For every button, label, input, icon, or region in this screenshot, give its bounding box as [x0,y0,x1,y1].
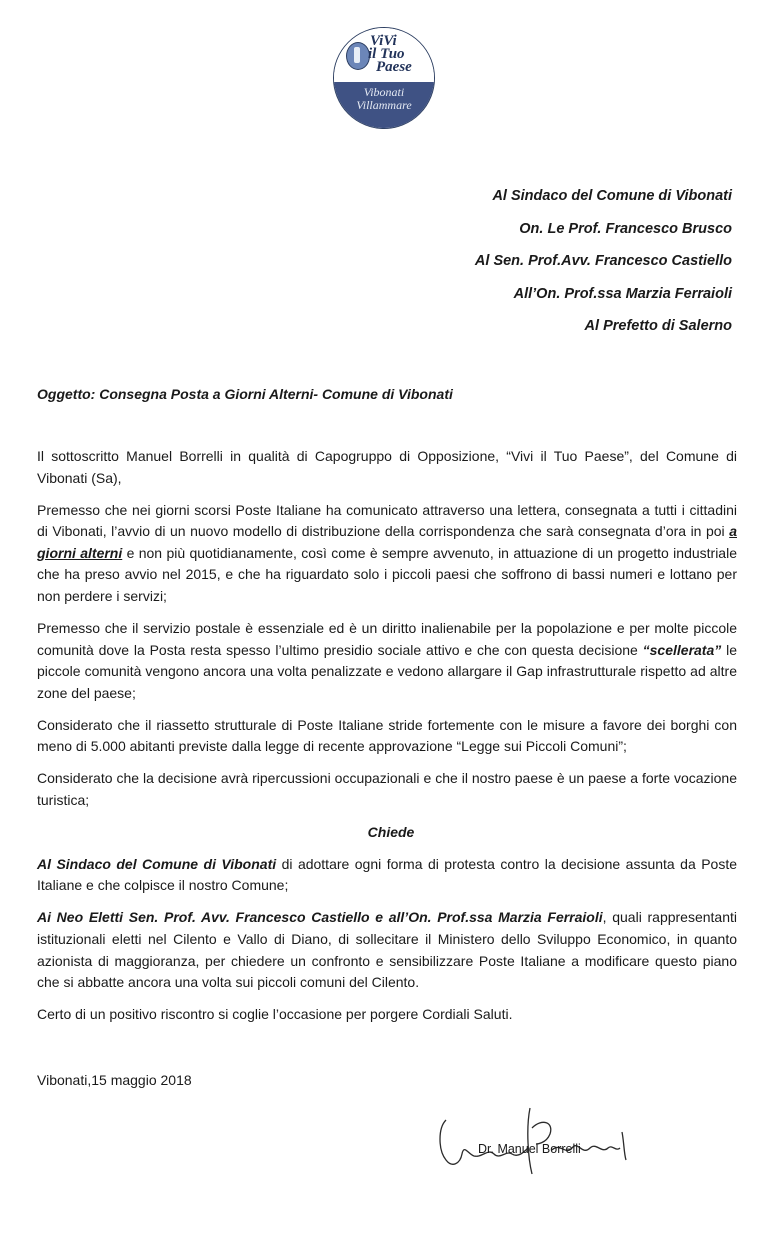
paragraph-text: Premesso che il servizio postale è essenziale ed è un diritto inalienabile per la popolazione e per molte piccole comunità dove la Posta resta spesso l’ultimo presidio sociale attivo e che con questa decisione [37,619,737,658]
paragraph-premesso-1 [37,500,737,608]
recipient-line: All’On. Prof.ssa Marzia Ferraioli [513,285,732,302]
letter-date: Vibonati,15 maggio 2018 [37,1072,192,1088]
party-logo [333,27,435,129]
paragraph-request-mayor [37,854,737,897]
paragraph-text: le piccole comunità vengono ancora una volta penalizzate e vedono allargare il Gap infrastrutturale rispetto ad altre zone del paese; [37,641,737,701]
signer-name: Dr. Manuel Borrelli [478,1142,581,1156]
section-heading-chiede: Chiede [367,823,415,840]
logo-text-line1: ViVi [370,33,397,49]
lighthouse-icon [346,42,370,70]
paragraph-considerato-1: Considerato che il riassetto strutturale di Poste Italiane stride fortemente con le misure a favore dei borghi con meno di 5.000 abitanti previste dalla legge di recente approvazione “Legge sui Piccoli Comuni”; [37,716,737,755]
emphasis-text: “scellerata” [642,641,722,658]
recipient-line: Al Prefetto di Salerno [584,318,732,334]
logo-text-line2: il Tuo [368,46,405,62]
handwritten-signature [432,1098,632,1180]
recipient-line: On. Le Prof. Francesco Brusco [519,220,732,237]
recipient-line: Al Sen. Prof.Avv. Francesco Castiello [474,253,732,269]
paragraph-text: e non più quotidianamente, così come è sempre avvenuto, in attuazione di un progetto industriale che ha preso avvio nel 2015, e che ha riguardato solo i piccoli paesi che soffrono di bassi numeri e lottano per non perdere i servizi; [37,544,737,604]
paragraph-request-elected [37,907,737,993]
subject-line: Oggetto: Consegna Posta a Giorni Alterni- Comune di Vibonati [37,386,453,402]
logo-subtext-line2: Villammare [356,98,412,112]
logo-subtext-line1: Vibonati [363,85,405,99]
paragraph-text: Premesso che nei giorni scorsi Poste Italiane ha comunicato attraverso una lettera, consegnata a tutti i cittadini di Vibonati, l’avvio di un nuovo modello di distribuzione della corrispondenza che sarà consegnata d’ora in poi [37,501,737,540]
logo-text-line3: Paese [376,59,412,75]
paragraph-closing: Certo di un positivo riscontro si coglie l’occasione per porgere Cordiali Saluti. [37,1006,513,1023]
recipient-line: Al Sindaco del Comune di Vibonati [492,188,732,204]
paragraph-text: , quali rappresentanti istituzionali eletti nel Cilento e Vallo di Diano, di sollecitare il Ministero dello Sviluppo Economico, in quanto azionista di maggioranza, per chiedere un confronto e sensibilizzare Poste Italiane a modificare questo piano che si abbatte ancora una volta sui piccoli comuni del Cilento. [37,909,737,991]
emphasis-text: a giorni alterni [37,523,737,561]
paragraph-text: di adottare ogni forma di protesta contro la decisione assunta da Poste Italiane e che colpisce il nostro Comune; [37,855,737,894]
emphasis-text: Al Sindaco del Comune di Vibonati [37,855,277,872]
emphasis-text: Ai Neo Eletti Sen. Prof. Avv. Francesco Castiello e all’On. Prof.ssa Marzia Ferraioli [37,909,603,926]
letter-body [37,446,737,1036]
recipient-block [475,188,732,351]
paragraph-considerato-2: Considerato che la decisione avrà ripercussioni occupazionali e che il nostro paese è un paese a forte vocazione turistica; [37,770,737,808]
paragraph-premesso-2 [37,618,737,704]
paragraph-intro: Il sottoscritto Manuel Borrelli in qualità di Capogruppo di Opposizione, “Vivi il Tuo Paese”, del Comune di Vibonati (Sa), [37,448,737,486]
